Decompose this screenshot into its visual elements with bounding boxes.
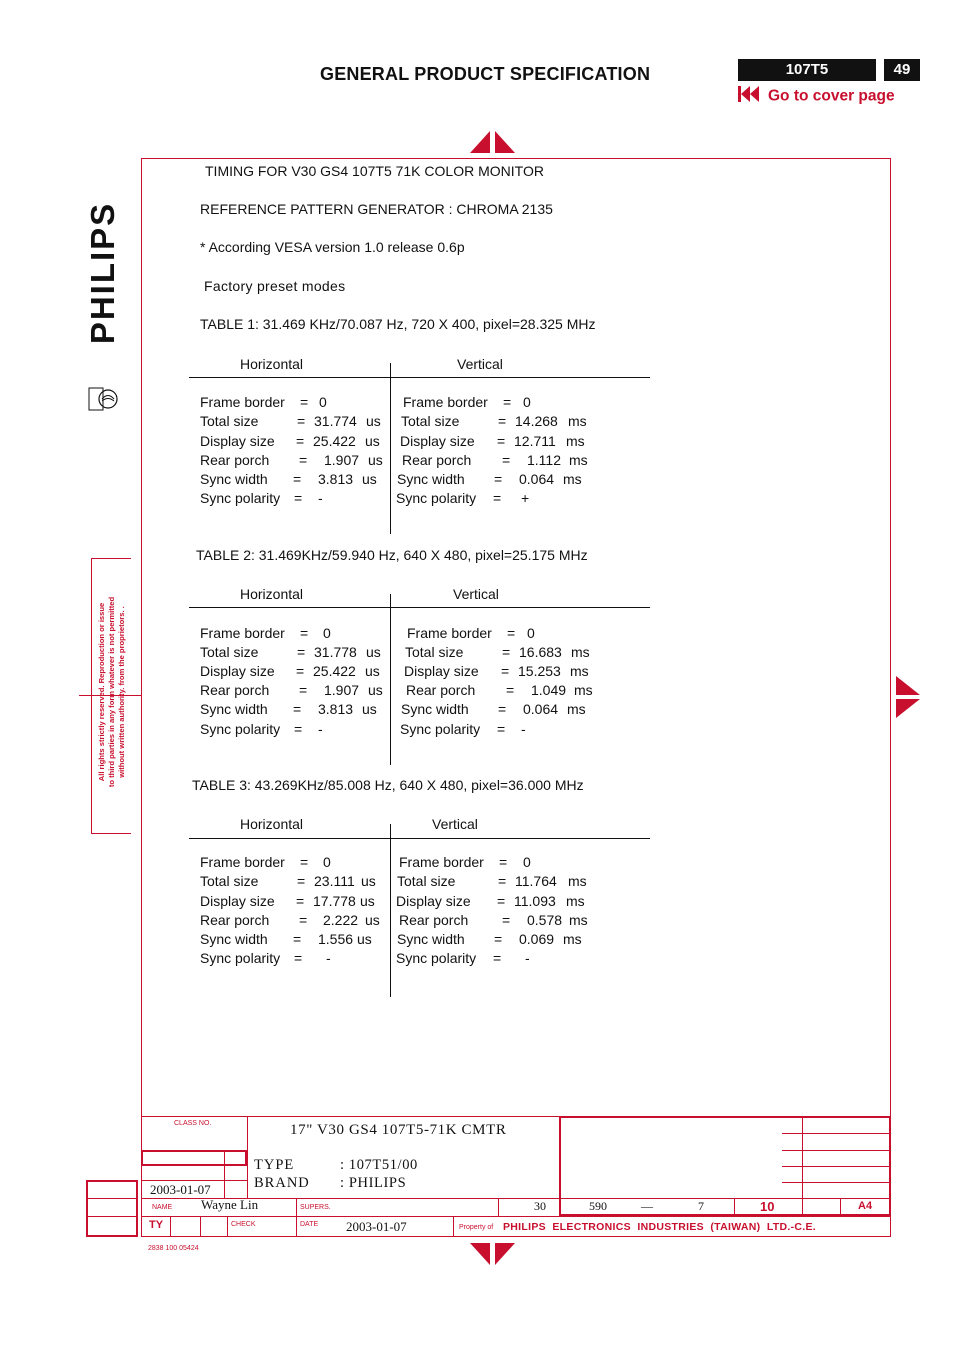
page-number-badge: 49 — [884, 59, 920, 81]
h-value: 3.813 — [318, 701, 354, 717]
h-value: - — [318, 721, 323, 737]
h-label: Sync width — [200, 471, 268, 487]
table-divider — [390, 363, 391, 534]
h-value: 3.813 — [318, 471, 354, 487]
h-label: Total size — [200, 413, 259, 429]
v-value: 14.268 — [515, 413, 558, 429]
h-unit: us — [361, 873, 376, 889]
h-equals: = — [300, 625, 309, 641]
h-label: Rear porch — [200, 682, 270, 698]
h-equals: = — [294, 950, 303, 966]
table-title: TABLE 3: 43.269KHz/85.008 Hz, 640 X 480, pixel=36.000 MHz — [192, 777, 584, 793]
h-equals: = — [297, 873, 306, 889]
paper-size: A4 — [858, 1200, 873, 1212]
h-value: 0 — [323, 625, 331, 641]
v-unit: ms — [567, 701, 586, 717]
h-equals: = — [299, 682, 308, 698]
v-value: 0.064 — [523, 701, 559, 717]
v-equals: = — [503, 394, 512, 410]
h-equals: = — [293, 701, 302, 717]
v-label: Total size — [401, 413, 460, 429]
h-unit: us — [362, 471, 377, 487]
h-value: 0 — [319, 394, 327, 410]
h-value: 1.556 — [318, 931, 354, 947]
date-label: DATE — [300, 1221, 319, 1228]
h-value: 25.422 — [313, 663, 356, 679]
h-label: Frame border — [200, 625, 285, 641]
v-label: Sync width — [397, 471, 465, 487]
h-equals: = — [293, 471, 302, 487]
v-unit: ms — [566, 893, 585, 909]
h-unit: us — [365, 433, 380, 449]
v-value: 1.049 — [531, 682, 567, 698]
h-equals: = — [300, 394, 309, 410]
v-equals: = — [498, 873, 507, 889]
field-30: 30 — [534, 1199, 546, 1213]
v-value: 12.711 — [514, 433, 556, 449]
h-unit: us — [365, 912, 380, 928]
v-label: Sync width — [401, 701, 469, 717]
document-code: 2838 100 05424 — [148, 1245, 199, 1252]
v-unit: ms — [563, 471, 582, 487]
h-value: 31.778 — [314, 644, 357, 660]
timing-table-1 — [0, 316, 954, 532]
h-value: 0 — [323, 854, 331, 870]
v-equals: = — [497, 721, 506, 737]
v-label: Display size — [396, 893, 471, 909]
h-unit: us — [362, 701, 377, 717]
go-to-cover-link[interactable] — [738, 86, 895, 107]
v-value: 0.064 — [519, 471, 555, 487]
rights-line-3: without written authority. from the proprietors. . — [117, 606, 126, 778]
h-unit: us — [366, 644, 381, 660]
supers-label: SUPERS. — [300, 1204, 331, 1211]
h-value: 1.907 — [324, 452, 360, 468]
v-value: - — [525, 950, 530, 966]
v-equals: = — [498, 413, 507, 429]
h-label: Display size — [200, 433, 275, 449]
product-name: 17" V30 GS4 107T5-71K CMTR — [290, 1122, 507, 1138]
table-header-rule — [189, 838, 650, 839]
h-equals: = — [299, 452, 308, 468]
previous-page-arrow-icon[interactable] — [470, 131, 515, 158]
brand-label: BRAND — [254, 1175, 310, 1191]
h-value: 23.111 — [314, 873, 355, 889]
h-equals: = — [294, 490, 303, 506]
v-equals: = — [507, 625, 516, 641]
check-label: CHECK — [231, 1221, 256, 1228]
initials: TY — [149, 1219, 164, 1231]
check-date: 2003-01-07 — [346, 1219, 407, 1234]
vertical-header: Vertical — [453, 586, 499, 602]
v-equals: = — [506, 682, 515, 698]
v-equals: = — [502, 452, 511, 468]
v-unit: ms — [570, 663, 589, 679]
v-label: Sync polarity — [400, 721, 481, 737]
h-value: - — [326, 950, 331, 966]
v-value: 0.069 — [519, 931, 555, 947]
horizontal-header: Horizontal — [240, 586, 304, 602]
horizontal-header: Horizontal — [240, 356, 304, 372]
v-unit: ms — [569, 452, 588, 468]
v-label: Sync width — [397, 931, 465, 947]
h-unit: us — [357, 931, 372, 947]
h-label: Rear porch — [200, 912, 270, 928]
page-title: GENERAL PRODUCT SPECIFICATION — [320, 64, 651, 84]
v-value: 0 — [523, 854, 531, 870]
v-unit: ms — [563, 931, 582, 947]
h-label: Sync width — [200, 701, 268, 717]
v-value: 11.764 — [515, 873, 557, 889]
h-equals: = — [299, 912, 308, 928]
h-equals: = — [300, 854, 309, 870]
v-label: Rear porch — [406, 682, 476, 698]
h-value: 2.222 — [323, 912, 359, 928]
v-equals: = — [493, 950, 502, 966]
v-label: Sync polarity — [396, 950, 477, 966]
h-equals: = — [296, 433, 305, 449]
h-label: Rear porch — [200, 452, 270, 468]
horizontal-header: Horizontal — [240, 816, 304, 832]
v-value: 0.578 — [527, 912, 563, 928]
next-page-down-arrow-icon[interactable] — [470, 1243, 515, 1270]
v-equals: = — [502, 912, 511, 928]
v-value: 0 — [523, 394, 531, 410]
v-equals: = — [501, 663, 510, 679]
v-equals: = — [502, 644, 511, 660]
v-unit: ms — [574, 682, 593, 698]
v-label: Sync polarity — [396, 490, 477, 506]
v-value: - — [521, 721, 526, 737]
table-header-rule — [189, 607, 650, 608]
table-header-rule — [189, 377, 650, 378]
go-to-cover-label: Go to cover page — [768, 87, 895, 105]
vesa-note: * According VESA version 1.0 release 0.6p — [200, 239, 465, 255]
h-label: Frame border — [200, 854, 285, 870]
v-equals: = — [494, 471, 503, 487]
h-label: Sync polarity — [200, 721, 281, 737]
field-7: 7 — [698, 1199, 704, 1213]
factory-preset-heading: Factory preset modes — [204, 278, 346, 294]
table-title: TABLE 1: 31.469 KHz/70.087 Hz, 720 X 400, pixel=28.325 MHz — [200, 316, 596, 332]
h-unit: us — [368, 452, 383, 468]
v-value: 16.683 — [519, 644, 562, 660]
tb-left-box — [86, 1180, 138, 1237]
v-unit: ms — [571, 644, 590, 660]
v-label: Frame border — [399, 854, 484, 870]
rights-line-1: All rights strictly reserved. Reproduction or issue — [97, 602, 106, 782]
h-equals: = — [297, 644, 306, 660]
v-label: Display size — [400, 433, 475, 449]
rights-line-2: to third parties in any form whatever is not permitted — [107, 596, 116, 788]
class-no-label: CLASS NO. — [174, 1120, 212, 1127]
company-name: PHILIPS ELECTRONICS INDUSTRIES (TAIWAN) LTD.-C.E. — [503, 1221, 817, 1233]
author-name: Wayne Lin — [201, 1197, 259, 1212]
brand-value: : PHILIPS — [340, 1175, 407, 1191]
h-value: 25.422 — [313, 433, 356, 449]
h-label: Sync polarity — [200, 950, 281, 966]
v-equals: = — [494, 931, 503, 947]
v-equals: = — [498, 701, 507, 717]
timing-table-3 — [0, 777, 954, 997]
table-title: TABLE 2: 31.469KHz/59.940 Hz, 640 X 480, pixel=25.175 MHz — [196, 547, 588, 563]
type-value: : 107T51/00 — [340, 1157, 418, 1173]
type-label: TYPE — [254, 1157, 295, 1173]
v-value: 1.112 — [527, 452, 561, 468]
h-label: Display size — [200, 893, 275, 909]
vertical-header: Vertical — [432, 816, 478, 832]
h-label: Sync polarity — [200, 490, 281, 506]
timing-heading: TIMING FOR V30 GS4 107T5 71K COLOR MONITOR — [205, 163, 544, 179]
h-label: Display size — [200, 663, 275, 679]
v-label: Frame border — [403, 394, 488, 410]
sheet-number: 10 — [760, 1199, 775, 1214]
h-value: - — [318, 490, 323, 506]
table-divider — [390, 594, 391, 765]
h-label: Total size — [200, 644, 259, 660]
tb-rule — [86, 1216, 138, 1217]
h-unit: us — [365, 663, 380, 679]
v-label: Display size — [404, 663, 479, 679]
generator-line: REFERENCE PATTERN GENERATOR : CHROMA 2135 — [200, 201, 553, 217]
h-label: Sync width — [200, 931, 268, 947]
v-value: + — [521, 490, 530, 506]
v-equals: = — [493, 490, 502, 506]
v-label: Total size — [405, 644, 464, 660]
h-equals: = — [296, 663, 305, 679]
v-equals: = — [499, 854, 508, 870]
v-label: Total size — [397, 873, 456, 889]
v-unit: ms — [566, 433, 585, 449]
v-value: 15.253 — [518, 663, 561, 679]
timing-table-2 — [0, 547, 954, 763]
h-value: 17.778 — [313, 893, 356, 909]
v-unit: ms — [568, 413, 587, 429]
h-value: 31.774 — [314, 413, 357, 429]
property-of-label: Property of — [459, 1224, 494, 1231]
h-label: Total size — [200, 873, 259, 889]
h-equals: = — [297, 413, 306, 429]
h-equals: = — [294, 721, 303, 737]
h-value: 1.907 — [324, 682, 360, 698]
model-badge: 107T5 — [738, 59, 876, 81]
h-unit: us — [360, 893, 375, 909]
vertical-header: Vertical — [457, 356, 503, 372]
v-label: Rear porch — [402, 452, 472, 468]
field-590: 590 — [589, 1199, 607, 1213]
tb-rule — [86, 1198, 138, 1199]
philips-logo-text: PHILIPS — [84, 201, 121, 345]
v-equals: = — [497, 893, 506, 909]
table-divider — [390, 824, 391, 997]
name-label: NAME — [152, 1204, 173, 1211]
field-dash: — — [641, 1199, 653, 1213]
h-equals: = — [293, 931, 302, 947]
h-unit: us — [368, 682, 383, 698]
h-equals: = — [296, 893, 305, 909]
h-label: Frame border — [200, 394, 285, 410]
v-equals: = — [497, 433, 506, 449]
v-label: Rear porch — [399, 912, 469, 928]
issue-date: 2003-01-07 — [150, 1182, 211, 1197]
v-value: 11.093 — [514, 893, 556, 909]
v-value: 0 — [527, 625, 535, 641]
v-unit: ms — [569, 912, 588, 928]
h-unit: us — [366, 413, 381, 429]
v-unit: ms — [568, 873, 587, 889]
v-label: Frame border — [407, 625, 492, 641]
rewind-icon — [738, 86, 760, 107]
